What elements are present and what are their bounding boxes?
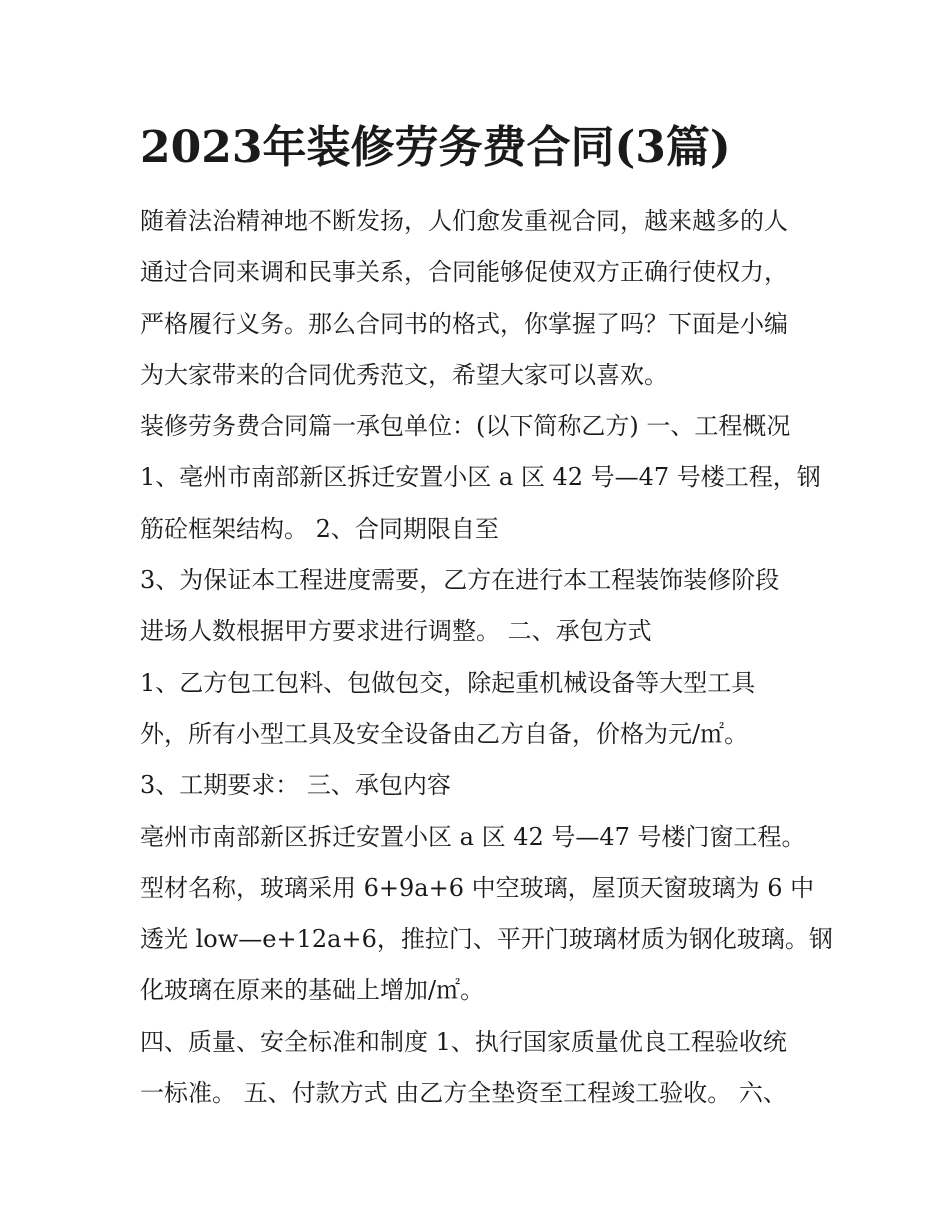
text-line: 一标准。 五、付款方式 由乙方全垫资至工程竣工验收。 六、 [140,1079,787,1108]
text-line: 3、工期要求： 三、承包内容 [140,771,451,800]
document-title: 2023年装修劳务费合同(3篇) [140,122,731,173]
text-line: 型材名称，玻璃采用 6+9a+6 中空玻璃，屋顶天窗玻璃为 6 中 [140,873,815,902]
text-line: 透光 low—e+12a+6，推拉门、平开门玻璃材质为钢化玻璃。钢 [140,925,833,954]
text-line: 化玻璃在原来的基础上增加/㎡。 [140,976,485,1005]
document-body [140,196,833,1119]
text-line: 通过合同来调和民事关系，合同能够促使双方正确行使权力， [140,258,788,287]
text-line: 装修劳务费合同篇一承包单位：(以下简称乙方) 一、工程概况 [140,412,791,441]
text-line: 外，所有小型工具及安全设备由乙方自备，价格为元/㎡。 [140,719,749,748]
text-line: 3、为保证本工程进度需要，乙方在进行本工程装饰装修阶段 [140,566,780,595]
text-line: 1、亳州市南部新区拆迁安置小区 a 区 42 号—47 号楼工程，钢 [140,463,821,492]
text-line: 进场人数根据甲方要求进行调整。 二、承包方式 [140,617,652,646]
text-line: 亳州市南部新区拆迁安置小区 a 区 42 号—47 号楼门窗工程。 [140,822,806,851]
text-line: 筋砼框架结构。 2、合同期限自至 [140,514,499,543]
text-line: 四、质量、安全标准和制度 1、执行国家质量优良工程验收统 [140,1027,787,1056]
text-line: 随着法治精神地不断发扬，人们愈发重视合同，越来越多的人 [140,207,788,235]
text-line: 1、乙方包工包料、包做包交，除起重机械设备等大型工具 [140,668,756,697]
text-line: 严格履行义务。那么合同书的格式，你掌握了吗？下面是小编 [140,309,788,338]
text-line: 为大家带来的合同优秀范文，希望大家可以喜欢。 [140,360,668,389]
